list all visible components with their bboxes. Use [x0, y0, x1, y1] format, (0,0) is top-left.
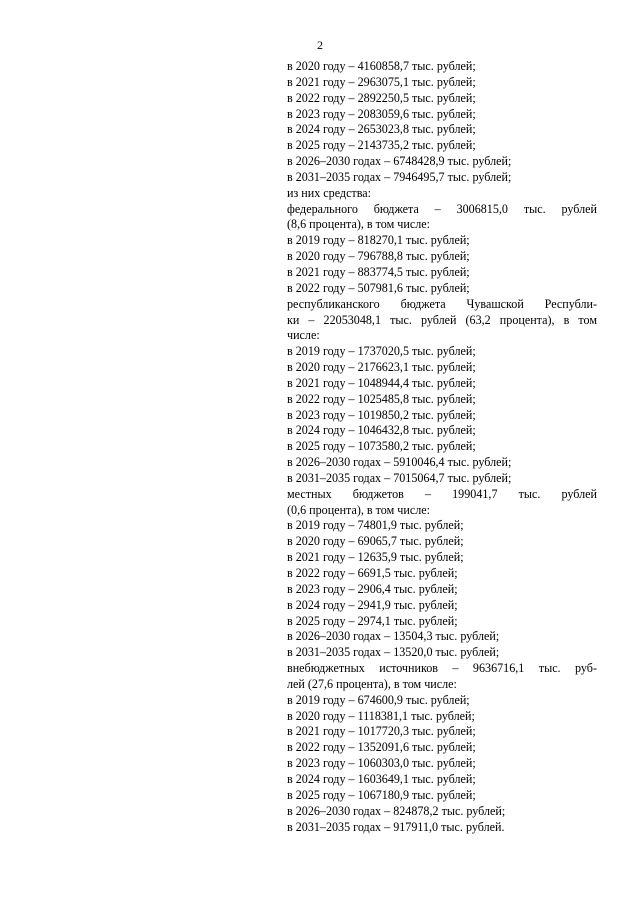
text-line: в 2022 году – 507981,6 тыс. рублей; [287, 280, 470, 295]
text-line: в 2021 году – 883774,5 тыс. рублей; [287, 264, 470, 279]
text-line: республиканского бюджета Чувашской Республи- [287, 296, 597, 311]
text-line: в 2025 году – 1073580,2 тыс. рублей; [287, 439, 476, 454]
text-line: в 2019 году – 818270,1 тыс. рублей; [287, 233, 470, 248]
text-line: в 2024 году – 1046432,8 тыс. рублей; [287, 423, 476, 438]
text-line: из них средства: [287, 185, 371, 200]
text-line: местных бюджетов – 199041,7 тыс. рублей [287, 486, 597, 501]
text-line: в 2023 году – 2906,4 тыс. рублей; [287, 581, 458, 596]
text-line: в 2025 году – 2974,1 тыс. рублей; [287, 613, 458, 628]
text-line: в 2020 году – 796788,8 тыс. рублей; [287, 249, 470, 264]
text-line: в 2026–2030 годах – 6748428,9 тыс. рублей; [287, 154, 512, 169]
text-line: (8,6 процента), в том числе: [287, 217, 430, 232]
text-line: в 2026–2030 годах – 5910046,4 тыс. рублей; [287, 455, 512, 470]
text-line: в 2021 году – 12635,9 тыс. рублей; [287, 550, 464, 565]
text-line: в 2022 году – 1352091,6 тыс. рублей; [287, 740, 476, 755]
text-line: в 2020 году – 1118381,1 тыс. рублей; [287, 708, 475, 723]
text-line: в 2023 году – 1060303,0 тыс. рублей; [287, 756, 476, 771]
text-line: в 2031–2035 годах – 13520,0 тыс. рублей; [287, 645, 500, 660]
text-line: в 2026–2030 годах – 13504,3 тыс. рублей; [287, 629, 500, 644]
text-line: в 2021 году – 1017720,3 тыс. рублей; [287, 724, 476, 739]
page-number: 2 [317, 38, 323, 52]
text-line: в 2031–2035 годах – 917911,0 тыс. рублей. [287, 819, 505, 834]
text-line: в 2023 году – 1019850,2 тыс. рублей; [287, 407, 476, 422]
text-line: в 2022 году – 6691,5 тыс. рублей; [287, 566, 458, 580]
text-line: в 2024 году – 2941,9 тыс. рублей; [287, 597, 458, 612]
text-line: в 2020 году – 4160858,7 тыс. рублей; [287, 59, 476, 73]
text-line: в 2019 году – 1737020,5 тыс. рублей; [287, 344, 476, 359]
text-line: в 2020 году – 69065,7 тыс. рублей; [287, 534, 464, 549]
text-line: в 2024 году – 2653023,8 тыс. рублей; [287, 122, 476, 137]
text-line: в 2026–2030 годах – 824878,2 тыс. рублей; [287, 803, 506, 818]
text-line: в 2031–2035 годах – 7946495,7 тыс. рублей; [287, 169, 512, 184]
text-line: лей (27,6 процента), в том числе: [287, 676, 457, 691]
text-line: в 2024 году – 1603649,1 тыс. рублей; [287, 771, 476, 786]
text-line: в 2025 году – 2143735,2 тыс. рублей; [287, 138, 476, 153]
text-line: внебюджетных источников – 9636716,1 тыс. руб- [287, 661, 597, 676]
text-line: ки – 22053048,1 тыс. рублей (63,2 процента), в том [287, 312, 597, 327]
text-line: в 2022 году – 2892250,5 тыс. рублей; [287, 90, 476, 105]
text-line: числе: [287, 328, 320, 343]
text-column [287, 59, 597, 835]
text-line: в 2019 году – 74801,9 тыс. рублей; [287, 518, 464, 533]
text-line: федерального бюджета – 3006815,0 тыс. рублей [287, 201, 597, 216]
text-line: в 2031–2035 годах – 7015064,7 тыс. рублей; [287, 470, 512, 485]
text-line: в 2019 году – 674600,9 тыс. рублей; [287, 692, 470, 707]
text-line: в 2023 году – 2083059,6 тыс. рублей; [287, 106, 476, 121]
text-line: в 2022 году – 1025485,8 тыс. рублей; [287, 391, 476, 406]
text-line: в 2020 году – 2176623,1 тыс. рублей; [287, 360, 476, 375]
text-line: в 2025 году – 1067180,9 тыс. рублей; [287, 787, 476, 802]
text-line: в 2021 году – 1048944,4 тыс. рублей; [287, 375, 476, 390]
text-line: в 2021 году – 2963075,1 тыс. рублей; [287, 74, 476, 89]
text-line: (0,6 процента), в том числе: [287, 502, 430, 517]
